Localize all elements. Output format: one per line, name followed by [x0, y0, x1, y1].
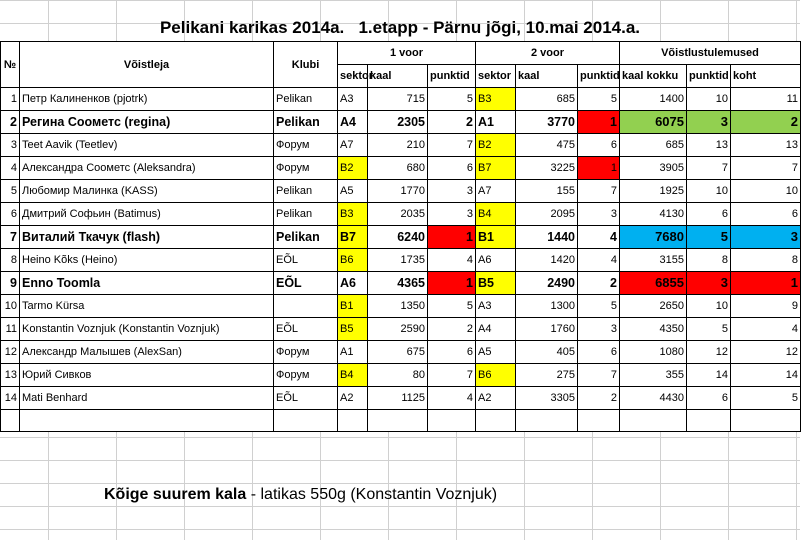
- cell-empty: [20, 410, 274, 432]
- cell-points-1: 2: [428, 111, 476, 134]
- cell-place: 9: [731, 295, 801, 318]
- cell-sector-1: B5: [338, 318, 368, 341]
- cell-total-weight: 3155: [620, 249, 687, 272]
- cell-points-1: 1: [428, 272, 476, 295]
- cell-name: Регина Соометс (regina): [20, 111, 274, 134]
- header-sector-1: sektor: [338, 65, 368, 88]
- cell-weight-2: 1420: [516, 249, 578, 272]
- cell-weight-2: 3770: [516, 111, 578, 134]
- cell-name: Дмитрий Софьин (Batimus): [20, 203, 274, 226]
- cell-weight-1: 2590: [368, 318, 428, 341]
- table-row: [1, 364, 801, 387]
- cell-total-points: 6: [687, 387, 731, 410]
- table-row: [1, 295, 801, 318]
- cell-num: 8: [1, 249, 20, 272]
- cell-empty: [476, 410, 516, 432]
- cell-total-weight: 1080: [620, 341, 687, 364]
- cell-empty: [338, 410, 368, 432]
- cell-weight-1: 6240: [368, 226, 428, 249]
- cell-points-1: 6: [428, 341, 476, 364]
- cell-num: 7: [1, 226, 20, 249]
- cell-num: 5: [1, 180, 20, 203]
- cell-name: Виталий Ткачук (flash): [20, 226, 274, 249]
- cell-weight-1: 1770: [368, 180, 428, 203]
- cell-total-weight: 4130: [620, 203, 687, 226]
- cell-club: Pelikan: [274, 226, 338, 249]
- cell-points-1: 7: [428, 134, 476, 157]
- cell-points-1: 4: [428, 387, 476, 410]
- cell-points-2: 1: [578, 157, 620, 180]
- cell-sector-2: A7: [476, 180, 516, 203]
- cell-points-1: 5: [428, 88, 476, 111]
- cell-points-1: 6: [428, 157, 476, 180]
- cell-weight-2: 1440: [516, 226, 578, 249]
- cell-sector-1: B1: [338, 295, 368, 318]
- cell-sector-2: A4: [476, 318, 516, 341]
- cell-total-weight: 1925: [620, 180, 687, 203]
- cell-total-points: 10: [687, 295, 731, 318]
- cell-empty: [1, 410, 20, 432]
- table-row: [1, 272, 801, 295]
- cell-points-2: 6: [578, 341, 620, 364]
- cell-points-2: 2: [578, 272, 620, 295]
- cell-name: Александр Малышев (AlexSan): [20, 341, 274, 364]
- cell-sector-1: A6: [338, 272, 368, 295]
- cell-weight-2: 685: [516, 88, 578, 111]
- header-total-weight: kaal kokku: [620, 65, 687, 88]
- cell-points-2: 5: [578, 295, 620, 318]
- cell-points-1: 3: [428, 203, 476, 226]
- cell-points-1: 4: [428, 249, 476, 272]
- cell-club: Pelikan: [274, 203, 338, 226]
- cell-total-weight: 6075: [620, 111, 687, 134]
- cell-sector-2: A1: [476, 111, 516, 134]
- cell-points-1: 1: [428, 226, 476, 249]
- cell-empty: [620, 410, 687, 432]
- cell-weight-1: 680: [368, 157, 428, 180]
- header-total-points: punktid: [687, 65, 731, 88]
- cell-name: Юрий Сивков: [20, 364, 274, 387]
- cell-num: 11: [1, 318, 20, 341]
- cell-points-2: 4: [578, 249, 620, 272]
- cell-sector-2: B4: [476, 203, 516, 226]
- table-row: [1, 134, 801, 157]
- cell-points-2: 3: [578, 203, 620, 226]
- cell-total-points: 10: [687, 88, 731, 111]
- cell-sector-2: B6: [476, 364, 516, 387]
- cell-club: EÕL: [274, 272, 338, 295]
- cell-total-weight: 4350: [620, 318, 687, 341]
- cell-name: Enno Toomla: [20, 272, 274, 295]
- biggest-fish-detail: - latikas 550g (Konstantin Voznjuk): [246, 486, 498, 503]
- cell-name: Konstantin Voznjuk (Konstantin Voznjuk): [20, 318, 274, 341]
- cell-points-2: 6: [578, 134, 620, 157]
- cell-sector-2: B7: [476, 157, 516, 180]
- cell-empty: [731, 410, 801, 432]
- cell-club: Pelikan: [274, 111, 338, 134]
- cell-weight-2: 3305: [516, 387, 578, 410]
- cell-sector-1: B3: [338, 203, 368, 226]
- cell-num: 3: [1, 134, 20, 157]
- cell-weight-1: 1350: [368, 295, 428, 318]
- cell-sector-1: A3: [338, 88, 368, 111]
- table-row: [1, 226, 801, 249]
- cell-num: 1: [1, 88, 20, 111]
- cell-points-2: 5: [578, 88, 620, 111]
- cell-place: 8: [731, 249, 801, 272]
- cell-weight-2: 475: [516, 134, 578, 157]
- cell-total-weight: 7680: [620, 226, 687, 249]
- table-row: [1, 203, 801, 226]
- cell-total-weight: 2650: [620, 295, 687, 318]
- cell-num: 2: [1, 111, 20, 134]
- table-row: [1, 111, 801, 134]
- cell-total-weight: 1400: [620, 88, 687, 111]
- cell-total-points: 3: [687, 272, 731, 295]
- cell-total-points: 12: [687, 341, 731, 364]
- cell-sector-2: A2: [476, 387, 516, 410]
- header-results: Võistlustulemused: [620, 42, 801, 65]
- cell-club: Pelikan: [274, 88, 338, 111]
- cell-total-weight: 685: [620, 134, 687, 157]
- cell-place: 6: [731, 203, 801, 226]
- cell-weight-2: 155: [516, 180, 578, 203]
- table-row: [1, 180, 801, 203]
- cell-sector-1: B2: [338, 157, 368, 180]
- cell-place: 12: [731, 341, 801, 364]
- cell-total-weight: 355: [620, 364, 687, 387]
- cell-club: Форум: [274, 364, 338, 387]
- cell-empty: [428, 410, 476, 432]
- cell-total-points: 14: [687, 364, 731, 387]
- cell-num: 12: [1, 341, 20, 364]
- cell-empty: [274, 410, 338, 432]
- cell-club: Форум: [274, 341, 338, 364]
- cell-club: [274, 295, 338, 318]
- cell-weight-1: 2305: [368, 111, 428, 134]
- cell-points-2: 1: [578, 111, 620, 134]
- cell-name: Александра Соометс (Aleksandra): [20, 157, 274, 180]
- cell-sector-1: B7: [338, 226, 368, 249]
- cell-total-points: 6: [687, 203, 731, 226]
- cell-total-points: 10: [687, 180, 731, 203]
- cell-weight-2: 2095: [516, 203, 578, 226]
- table-row: [1, 318, 801, 341]
- cell-club: EÕL: [274, 318, 338, 341]
- cell-num: 14: [1, 387, 20, 410]
- cell-empty: [687, 410, 731, 432]
- cell-num: 6: [1, 203, 20, 226]
- cell-weight-2: 1760: [516, 318, 578, 341]
- cell-club: EÕL: [274, 387, 338, 410]
- cell-name: Петр Калиненков (pjotrk): [20, 88, 274, 111]
- empty-row: [1, 410, 801, 432]
- cell-sector-1: B4: [338, 364, 368, 387]
- cell-num: 13: [1, 364, 20, 387]
- cell-place: 3: [731, 226, 801, 249]
- cell-place: 10: [731, 180, 801, 203]
- cell-empty: [368, 410, 428, 432]
- page-title: Pelikani karikas 2014a. 1.etapp - Pärnu jõgi, 10.mai 2014.a.: [159, 18, 641, 37]
- cell-num: 10: [1, 295, 20, 318]
- cell-sector-2: A6: [476, 249, 516, 272]
- cell-sector-2: A3: [476, 295, 516, 318]
- biggest-fish-note: [104, 486, 497, 504]
- cell-sector-2: B1: [476, 226, 516, 249]
- cell-club: Форум: [274, 157, 338, 180]
- cell-place: 14: [731, 364, 801, 387]
- results-table: [0, 41, 801, 432]
- cell-sector-1: A2: [338, 387, 368, 410]
- cell-place: 4: [731, 318, 801, 341]
- cell-points-2: 3: [578, 318, 620, 341]
- cell-points-2: 7: [578, 364, 620, 387]
- cell-place: 7: [731, 157, 801, 180]
- header-points-1: punktid: [428, 65, 476, 88]
- table-row: [1, 88, 801, 111]
- cell-sector-1: A5: [338, 180, 368, 203]
- cell-total-weight: 3905: [620, 157, 687, 180]
- cell-name: Tarmo Kürsa: [20, 295, 274, 318]
- biggest-fish-label: Kõige suurem kala: [104, 486, 247, 503]
- cell-name: Teet Aavik (Teetlev): [20, 134, 274, 157]
- cell-sector-2: B2: [476, 134, 516, 157]
- header-place: koht: [731, 65, 801, 88]
- cell-place: 11: [731, 88, 801, 111]
- cell-empty: [578, 410, 620, 432]
- table-row: [1, 387, 801, 410]
- table-row: [1, 249, 801, 272]
- cell-name: Любомир Малинка (KASS): [20, 180, 274, 203]
- cell-total-points: 8: [687, 249, 731, 272]
- header-name: Võistleja: [20, 42, 274, 88]
- cell-empty: [516, 410, 578, 432]
- cell-name: Mati Benhard: [20, 387, 274, 410]
- cell-sector-1: A7: [338, 134, 368, 157]
- header-sector-2: sektor: [476, 65, 516, 88]
- table-row: [1, 341, 801, 364]
- cell-weight-2: 2490: [516, 272, 578, 295]
- cell-weight-2: 275: [516, 364, 578, 387]
- cell-points-2: 4: [578, 226, 620, 249]
- cell-points-1: 3: [428, 180, 476, 203]
- cell-total-points: 3: [687, 111, 731, 134]
- cell-weight-1: 1735: [368, 249, 428, 272]
- cell-weight-1: 715: [368, 88, 428, 111]
- cell-num: 4: [1, 157, 20, 180]
- cell-total-weight: 6855: [620, 272, 687, 295]
- cell-weight-1: 4365: [368, 272, 428, 295]
- cell-place: 1: [731, 272, 801, 295]
- cell-points-1: 2: [428, 318, 476, 341]
- cell-club: Pelikan: [274, 180, 338, 203]
- cell-total-points: 7: [687, 157, 731, 180]
- header-round1: 1 voor: [338, 42, 476, 65]
- header-club: Klubi: [274, 42, 338, 88]
- cell-sector-2: A5: [476, 341, 516, 364]
- cell-total-points: 13: [687, 134, 731, 157]
- cell-sector-2: B3: [476, 88, 516, 111]
- cell-club: EÕL: [274, 249, 338, 272]
- cell-total-points: 5: [687, 318, 731, 341]
- cell-total-weight: 4430: [620, 387, 687, 410]
- cell-points-2: 2: [578, 387, 620, 410]
- cell-name: Heino Kõks (Heino): [20, 249, 274, 272]
- cell-num: 9: [1, 272, 20, 295]
- cell-place: 5: [731, 387, 801, 410]
- cell-sector-2: B5: [476, 272, 516, 295]
- cell-sector-1: A4: [338, 111, 368, 134]
- cell-place: 13: [731, 134, 801, 157]
- cell-weight-1: 2035: [368, 203, 428, 226]
- cell-points-2: 7: [578, 180, 620, 203]
- header-num: №: [1, 42, 20, 88]
- header-weight-2: kaal: [516, 65, 578, 88]
- cell-weight-2: 1300: [516, 295, 578, 318]
- header-weight-1: kaal: [368, 65, 428, 88]
- cell-sector-1: A1: [338, 341, 368, 364]
- cell-weight-2: 405: [516, 341, 578, 364]
- cell-sector-1: B6: [338, 249, 368, 272]
- cell-total-points: 5: [687, 226, 731, 249]
- cell-place: 2: [731, 111, 801, 134]
- cell-weight-2: 3225: [516, 157, 578, 180]
- cell-weight-1: 210: [368, 134, 428, 157]
- cell-club: Форум: [274, 134, 338, 157]
- table-row: [1, 157, 801, 180]
- header-points-2: punktid: [578, 65, 620, 88]
- cell-weight-1: 80: [368, 364, 428, 387]
- cell-weight-1: 1125: [368, 387, 428, 410]
- header-round2: 2 voor: [476, 42, 620, 65]
- cell-points-1: 7: [428, 364, 476, 387]
- cell-points-1: 5: [428, 295, 476, 318]
- cell-weight-1: 675: [368, 341, 428, 364]
